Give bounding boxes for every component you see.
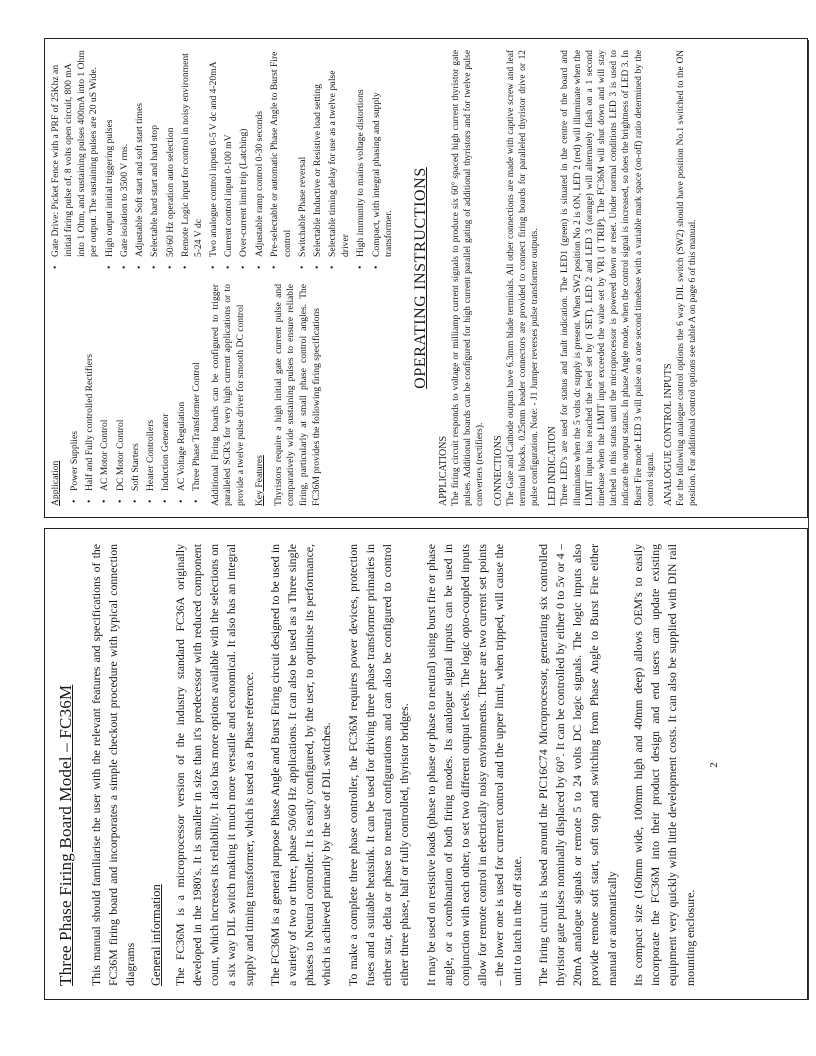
features-list <box>50 50 396 272</box>
paragraph-microprocessor: The firing circuit is based around the PIC16C74 Microprocessor, generating six controlled thyristor gate pulses nominally displaced by 60°. It can be controlled by either 0 to 5v or 4 – 20mA analogue signals or remote 5 to 24 volts DC logic signals. The logic inputs also provide remote soft start, soft stop and switching from Phase Angle to Burst Fire either manual or automatically <box>535 544 619 986</box>
list-item: • AC Voltage Regulation <box>176 284 189 506</box>
led-indication-heading: LED INDICATION <box>547 426 559 506</box>
list-item: • DC Motor Control <box>115 284 128 506</box>
list-item: • Adjustable ramp control 0-30 seconds <box>254 50 267 272</box>
page-number: 2 <box>707 762 720 768</box>
connections-heading: CONNECTIONS <box>492 435 504 506</box>
list-item: • Soft Starters <box>130 284 143 506</box>
paragraph-controller: To make a complete three phase controller, the FC36M requires power devices, protection fuses and a suitable heatsink. It can be used for driving three phase transformer primaries in either star, delta or phase to neutral configurations and can also be configured to control either three phase, half or fully controlled, thyristor bridges. <box>345 544 412 986</box>
list-item: • Three Phase Transformer Control <box>191 284 204 506</box>
paragraph-overview: The FC36M is a microprocessor version of the industry standard FC36A originally developed in the 1980's. It is smaller in size than it's predecessor with reduced component count, which increases its reliability. It also has more options available with the selections on a six way DIL switch making it much more versatile and economical. It also has an integral supply and timing transformer, which is used as a Phase reference. <box>172 544 256 986</box>
paragraph-size: Its compact size (160mm wide, 100mm high and 40mm deep) allows OEM's to easily incorporate the FC36M into their product design and end users can update existing equipment very quickly with little development costs. It can also be supplied with DIN rail mounting enclosure. <box>630 544 697 986</box>
right-page <box>44 40 700 518</box>
list-item: • Selectable timing delay for use as a twelve pulse driver <box>327 50 353 272</box>
list-item: • Current control input 0-100 mV <box>223 50 236 272</box>
list-item: • Selectable hard start and hard stop <box>149 50 162 272</box>
list-item: • Gate isolation to 3500 V rms. <box>119 50 132 272</box>
binding-edge-rule <box>808 40 809 1000</box>
page-title: Three Phase Firing Board Model – FC36M <box>56 684 75 986</box>
left-page <box>44 530 720 1000</box>
list-item: • Induction Generator <box>160 284 173 506</box>
list-item: • AC Motor Control <box>99 284 112 506</box>
application-heading: Application <box>50 460 61 506</box>
list-item: • Pre-selectable or automatic Phase Angle to Burst Fire control <box>269 50 295 272</box>
list-item: • Compact, with integral phasing and supply transformer. <box>371 50 397 272</box>
connections-text: The Gate and Cathode outputs have 6.3mm blade terminals. All other connections are made with captive screw and leaf terminal blocks. 0.25mm header connectors are provided to connect firing boards for paralleled thyristor drive or 12 pulse configuration. Note: - J1 Jumper reverses pulse transformer outputs. <box>505 50 541 506</box>
operating-instructions-title: OPERATING INSTRUCTIONS <box>412 167 429 389</box>
application-column <box>50 284 402 506</box>
spec-columns <box>50 50 402 506</box>
list-item: • Adjustable Soft start and soft start times <box>134 50 147 272</box>
list-item: • High immunity to mains voltage distortions <box>355 50 368 272</box>
list-item: • Gate Drive: Picket Fence with a PRF of 25Khz an initial firing pulse of, 8 volts open circuit, 800 mA into 1 Ohm, and sustaining pulses 400mA into 1 Ohm per output. The sustaining pulses are 20 uS Wide. <box>50 50 101 272</box>
paragraph-loads: It may be used on resistive loads (phase to phase or phase to neutral) using burst fire or phase angle, or a combination of both firing modes. Its analogue signal inputs can be used in conjunction with each other, to set two different output levels. The logic opto-coupled inputs allow for remote control in electrically noisy environments. There are two current set points – the lower one is used for current control and the upper limit, when tripped, will cause the unit to latch in the off state. <box>423 544 524 986</box>
list-item: • 50/60 Hz operation auto selection <box>165 50 178 272</box>
analogue-control-inputs-text: For the following analogue control options the 6 way DIL switch (SW2) should have position No.1 switched to the ON position. For additional control options see table A on page 6 of this manual. <box>676 50 699 506</box>
thyristors-text: Thyristors require a high initial gate current pulse and comparatively wide sustaining pulses to ensure reliable firing, particularly at small phase control angles. The FC36M provides the following firing specifications <box>272 284 322 506</box>
list-item: • Switchable Phase reversal <box>297 50 310 272</box>
list-item: • Half and Fully controlled Rectifiers <box>84 284 97 506</box>
led-indication-text: Three LED's are used for status and fault indication. The LED1 (green) is situated in the centre of the board and illuminates when the 5 volts dc supply is present. When SW2 position No 2 is ON, LED 2 (red) will illuminate when the LIMIT input has reached the level set by (I SET). LED 2 and LED 3 (orange) will alternately flash on a 1 second timebase when the LIMIT input exceeded the value set by VR1 (I TRIP). The FC36M will shut down and will stay latched in this status until the microprocessor is powered down or reset. Under normal conditions LED 3 is used to indicate the output status. In phase Angle mode, when the control signal is increased, so does the brightness of LED 3. In Burst Fire mode LED 3 will pulse on a one second timebase with a variable mark space (on-off) ratio determined by the control signal. <box>560 50 656 506</box>
list-item: • Two analogue control inputs 0-5 V dc and 4-20mA <box>208 50 221 272</box>
list-item: • Heater Controllers <box>145 284 158 506</box>
analogue-control-inputs-heading: ANALOGUE CONTROL INPUTS <box>663 363 675 506</box>
paragraph-purpose: The FC36M is a general purpose Phase Angle and Burst Firing circuit designed to be used in a variety of two or three, phase 50/60 Hz applications. It can also be used as a Three single phases to Neutral controller. It is easily configured, by the user, to optimise its performance, which is achieved primarily by the use of DIL switches. <box>267 544 334 986</box>
applications-heading: APPLICATIONS <box>438 435 449 506</box>
list-item: • Over-current limit trip (Latching) <box>238 50 251 272</box>
features-column <box>50 50 402 272</box>
intro-paragraph: This manual should familiarise the user with the relevant features and specifications of the FC36M firing board and incorporates a simple checkout procedure with typical connection diagrams <box>89 544 138 986</box>
additional-boards-text: Additional Firing boards can be configured to trigger paralleled SCR's for very high current applications or to provide a twelve pulse driver for smooth DC control <box>209 284 246 506</box>
list-item: • Power Supplies <box>69 284 82 506</box>
applications-text: The firing circuit responds to voltage or milliamp current signals to produce six 60° spaced high current thyristor gate pulses. Additional boards can be configured for high current parallel gating of additional thyristors and for twelve pulse converters (rectifiers). <box>451 50 486 506</box>
list-item: • Selectable Inductive or Resistive load setting <box>312 50 325 272</box>
key-features-heading: Key Features <box>253 455 265 506</box>
list-item: • High output initial triggering pulses <box>104 50 117 272</box>
list-item: • Remote Logic input for control in noisy environment 5-24 V dc <box>180 50 206 272</box>
application-list <box>69 284 204 506</box>
rotated-page <box>44 28 814 1028</box>
general-information-heading: General information <box>148 884 163 986</box>
